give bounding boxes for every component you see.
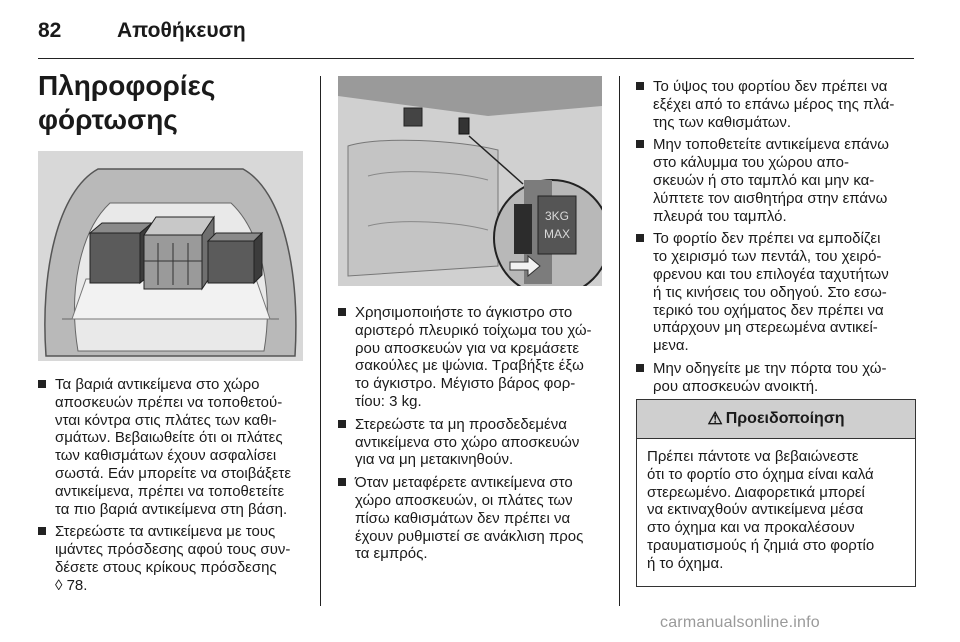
column-2-text (338, 304, 616, 568)
bullet-marker (636, 234, 644, 242)
section-title-line: Πληροφορίες (38, 70, 216, 101)
text-line: ιμάντες πρόσδεσης αφού τους συν- (55, 541, 291, 559)
text-line: σμάτων. Βεβαιωθείτε ότι οι πλάτες (55, 429, 283, 447)
column-divider (619, 76, 620, 606)
bullet-item (636, 78, 920, 131)
text-line: ότι το φορτίο στο όχημα είναι καλά (647, 465, 874, 483)
text-line: χώρο αποσκευών, οι πλάτες των (355, 491, 573, 509)
text-line: φρενου και του επιλογέα ταχυτήτων (653, 265, 889, 283)
text-line: Μην οδηγείτε με την πόρτα του χώ- (653, 359, 887, 377)
bullet-item (38, 523, 316, 594)
text-line: για να μη μετακινηθούν. (355, 451, 514, 469)
text-line: το χειρισμό των πεντάλ, του χειρό- (653, 248, 882, 266)
bullet-item (636, 360, 920, 396)
bullet-marker (38, 380, 46, 388)
bag-hook-illustration (338, 76, 602, 286)
warning-body (637, 439, 915, 573)
text-line: τραυματισμούς ή ζημιά στο φορτίο (647, 536, 875, 554)
bullet-marker (38, 527, 46, 535)
bullet-marker (338, 420, 346, 428)
bullet-marker (636, 140, 644, 148)
text-line: αποσκευών πρέπει να τοποθετού- (55, 393, 283, 411)
text-line: ρου αποσκευών ανοικτή. (653, 377, 819, 395)
bullet-marker (636, 82, 644, 90)
text-line: στο όχημα και να προκαλέσουν (647, 519, 855, 537)
text-line: στο κάλυμμα του χώρου απο- (653, 154, 849, 172)
text-line: αριστερό πλευρικό τοίχωμα του χώ- (355, 321, 592, 339)
text-line: Το φορτίο δεν πρέπει να εμποδίζει (653, 230, 881, 248)
text-line: των καθισμάτων έχουν ασφαλίσει (55, 447, 277, 465)
text-line: να εκτιναχθούν αντικείμενα μέσα (647, 501, 864, 519)
text-line: σωστά. Εάν μπορείτε να στοιβάξετε (55, 464, 292, 482)
text-line: νται κόντρα στις πλάτες των καθι- (55, 411, 277, 429)
text-line: ρου αποσκευών για να κρεμάσετε (355, 339, 580, 357)
warning-box (636, 399, 916, 587)
luggage-compartment-illustration (38, 151, 303, 361)
warning-title: Προειδοποίηση (725, 410, 845, 427)
text-line: πίσω καθισμάτων δεν πρέπει να (355, 509, 571, 527)
text-line: της των καθισμάτων. (653, 113, 792, 131)
text-line: ή το όχημα. (647, 554, 724, 572)
chapter-title: Αποθήκευση (117, 19, 246, 42)
text-line: πλευρά του ταμπλό. (653, 207, 787, 225)
text-line: Το ύψος του φορτίου δεν πρέπει να (653, 78, 888, 95)
text-line: Μην τοποθετείτε αντικείμενα επάνω (653, 136, 889, 154)
text-line: Τα βαριά αντικείμενα στο χώρο (55, 376, 260, 393)
text-line: τίου: 3 kg. (355, 392, 422, 410)
section-title-line: φόρτωσης (38, 104, 178, 135)
text-line: λύπτετε τον αισθητήρα στην επάνω (653, 189, 888, 207)
bullet-item (338, 416, 616, 469)
text-line: μενα. (653, 337, 689, 355)
bullet-item (38, 376, 316, 518)
warning-header (637, 400, 915, 439)
column-divider (320, 76, 321, 606)
bullet-item (338, 304, 616, 411)
bullet-marker (636, 364, 644, 372)
text-line: αντικείμενα στο χώρο αποσκευών (355, 433, 580, 451)
text-line: σακούλες με ψώνια. Τραβήξτε έξω (355, 357, 584, 375)
text-line: ή τις κινήσεις του οδηγού. Στο εσω- (653, 283, 887, 301)
page-number: 82 (38, 19, 62, 42)
section-title (38, 69, 215, 137)
text-line: Όταν μεταφέρετε αντικείμενα στο (355, 474, 573, 492)
text-line: Στερεώστε τα αντικείμενα με τους (55, 523, 276, 541)
hook-label-weight: 3KG (544, 209, 570, 223)
text-line: στερεωμένο. Διαφορετικά μπορεί (647, 483, 865, 501)
text-line: δέσετε στους κρίκους πρόσδεσης (55, 558, 277, 576)
bullet-marker (338, 478, 346, 486)
column-1-text (38, 376, 316, 600)
text-line: σκευών ή στο ταμπλό και μην κα- (653, 171, 875, 189)
text-line: εξέχει από το επάνω μέρος της πλά- (653, 95, 895, 113)
text-line: Πρέπει πάντοτε να βεβαιώνεστε (647, 448, 859, 465)
text-line: το άγκιστρο. Μέγιστο βάρος φορ- (355, 375, 576, 393)
hook-label-max: MAX (543, 227, 571, 241)
text-line: υπάρχουν μη στερεωμένα αντικεί- (653, 319, 878, 337)
text-line: Χρησιμοποιήστε το άγκιστρο στο (355, 304, 573, 321)
bullet-item (338, 474, 616, 563)
page-reference-link[interactable]: 78. (66, 576, 88, 594)
text-line: Στερεώστε τα μη προσδεδεμένα (355, 415, 567, 433)
header-rule (38, 58, 914, 59)
bullet-item (636, 136, 920, 225)
bullet-marker (338, 308, 346, 316)
column-3-text (636, 78, 920, 401)
watermark: carmanualsonline.info (660, 614, 820, 631)
page-reference-icon[interactable]: ◊ (55, 576, 63, 594)
text-line: τα εμπρός. (355, 545, 428, 563)
bullet-item (636, 230, 920, 355)
text-line: τερικό του οχήματος δεν πρέπει να (653, 301, 884, 319)
text-line: έχουν ρυθμιστεί σε ανάκλιση προς (355, 527, 584, 545)
page-header (0, 0, 960, 62)
text-line: αντικείμενα, πρέπει να τοποθετείτε (55, 482, 285, 500)
text-line: τα πιο βαριά αντικείμενα στη βάση. (55, 500, 288, 518)
warning-icon: ⚠ (707, 409, 723, 428)
